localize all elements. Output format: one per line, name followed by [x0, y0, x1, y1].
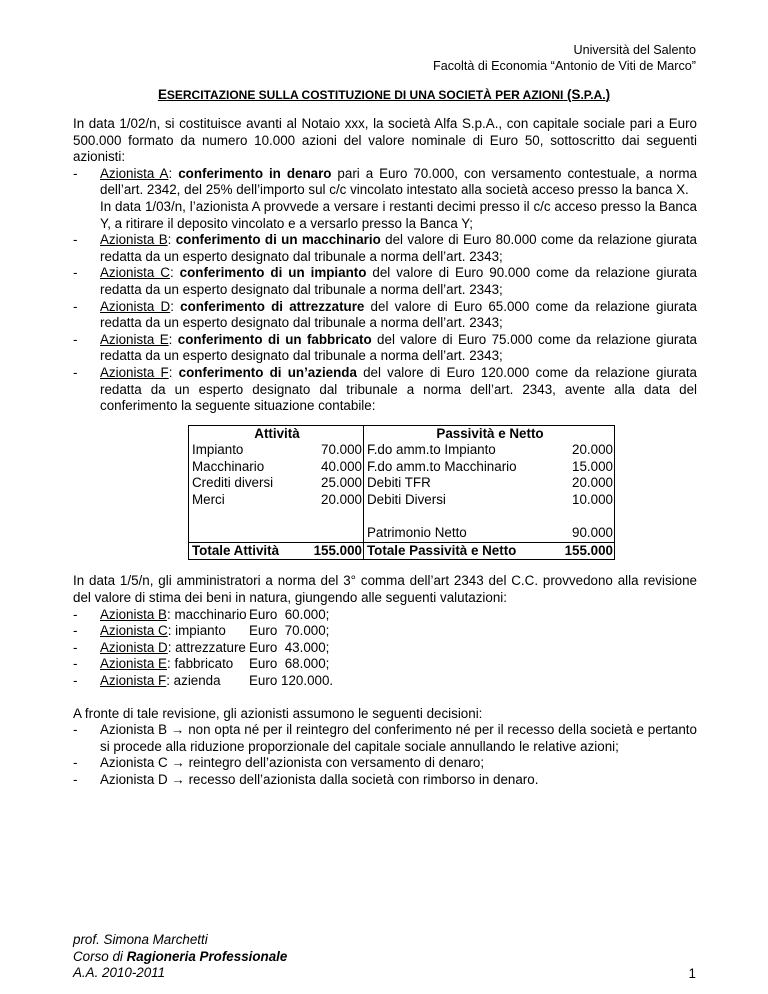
balance-row	[189, 459, 615, 476]
shareholder-name: Azionista A	[100, 165, 169, 181]
liability-value: 20.000	[550, 442, 615, 459]
shareholder-name: Azionista C	[100, 265, 170, 281]
valuation-label: Azionista C: impianto	[100, 623, 226, 639]
list-dash: -	[73, 331, 78, 347]
footer-course: Corso di Ragioneria Professionale	[73, 948, 288, 964]
asset-name: Macchinario	[189, 459, 298, 476]
decision-item	[73, 755, 697, 772]
decision-item	[73, 772, 697, 789]
valuation-label: Azionista D: attrezzature	[100, 639, 246, 655]
liability-value: 15.000	[550, 459, 615, 476]
shareholder-name: Azionista F	[100, 364, 169, 380]
shareholder-item: - Azionista C: conferimento di un impianto del valore di Euro 90.000 come da relazione giurata redatta da un esperto designato dal tribunale a norma dell’art. 2343;	[73, 265, 697, 297]
assets-header: Attività	[189, 425, 364, 442]
arrow-right-icon: →	[171, 755, 185, 771]
page-number: 1	[688, 966, 696, 981]
list-dash: -	[73, 623, 78, 639]
page-footer	[73, 932, 287, 982]
shareholder-item: - Azionista B: conferimento di un macchinario del valore di Euro 80.000 come da relazione giurata redatta da un esperto designato dal tribunale a norma dell’art. 2343;	[73, 232, 697, 264]
university-name: Università del Salento	[573, 43, 696, 57]
total-liabilities-value: 155.000	[550, 542, 615, 560]
intro-paragraph: In data 1/02/n, si costituisce avanti al Notaio xxx, la società Alfa S.p.A., con capitale sociale pari a Euro 500.000 formato da numero 10.000 azioni del valore nominale di Euro 50, sottoscritto dai seguenti azionisti:	[73, 116, 697, 165]
footer-year: A.A. 2010-2011	[73, 965, 166, 981]
footer-author: prof. Simona Marchetti	[73, 932, 208, 947]
decision-list	[73, 722, 697, 788]
total-assets-value: 155.000	[297, 542, 364, 560]
valuation-value: Euro 120.000.	[249, 673, 334, 688]
valuation-item	[73, 623, 697, 640]
contribution-type: conferimento di un impianto	[179, 265, 367, 281]
shareholder-item: - Azionista A: conferimento in denaro pari a Euro 70.000, con versamento contestuale, a norma dell’art. 2342, del 25% dell’importo sul c/c vincolato intestato alla società acceso presso la banca X.	[73, 165, 697, 198]
shareholder-item: - Azionista E: conferimento di un fabbricato del valore di Euro 75.000 come da relazione giurata redatta da un esperto designato dal tribunale a norma dell’art. 2343;	[73, 331, 697, 364]
page-header	[433, 42, 696, 74]
totals-row	[189, 542, 615, 560]
liability-value: 10.000	[550, 492, 615, 509]
shareholder-name: Azionista F	[100, 673, 167, 688]
valuation-value: Euro 60.000;	[249, 606, 330, 622]
valuation-label: Azionista B: macchinario	[100, 606, 247, 622]
liability-name: Debiti Diversi	[367, 492, 446, 508]
decision-text: reintegro dell’azionista con versamento di denaro;	[188, 755, 485, 771]
shareholder-name: Azionista C	[100, 623, 168, 639]
equity-label: Patrimonio Netto	[367, 525, 467, 541]
asset-name: Crediti diversi	[189, 475, 298, 492]
shareholder-name: Azionista E	[100, 656, 167, 672]
valuation-item	[73, 607, 697, 624]
document-title: ESERCITAZIONE SULLA COSTITUZIONE DI UNA SOCIETÀ PER AZIONI (S.P.A.)	[157, 87, 611, 102]
decision-shareholder: Azionista B	[100, 722, 168, 738]
contribution-type: conferimento di un macchinario	[175, 232, 381, 248]
list-dash: -	[73, 265, 78, 281]
list-dash: -	[73, 639, 78, 655]
shareholder-item: - Azionista D: conferimento di attrezzature del valore di Euro 65.000 come da relazione giurata redatta da un esperto designato dal tribunale a norma dell’art. 2343;	[73, 298, 697, 331]
valuation-list	[73, 607, 697, 690]
balance-row	[189, 475, 615, 492]
contribution-type: conferimento di attrezzature	[180, 298, 365, 314]
liability-name: F.do amm.to Impianto	[367, 442, 496, 458]
contribution-type: conferimento di un’azienda	[178, 364, 357, 380]
asset-name: Impianto	[189, 442, 298, 459]
list-dash: -	[73, 755, 78, 771]
valuation-value: Euro 43.000;	[249, 639, 330, 655]
liabilities-header: Passività e Netto	[364, 425, 615, 442]
shareholder-name: Azionista D	[100, 298, 171, 314]
list-dash: -	[73, 722, 78, 738]
decision-text: recesso dell’azionista dalla società con rimborso in denaro.	[188, 771, 539, 787]
arrow-right-icon: →	[171, 771, 185, 787]
list-dash: -	[73, 673, 78, 688]
valuation-value: Euro 68.000;	[249, 656, 330, 672]
total-liabilities-label: Totale Passività e Netto	[364, 542, 551, 560]
contribution-type: conferimento di un fabbricato	[177, 331, 372, 347]
asset-value: 25.000	[297, 475, 364, 492]
list-dash: -	[73, 232, 78, 248]
balance-header-row	[189, 425, 615, 442]
arrow-right-icon: →	[170, 722, 185, 738]
list-dash: -	[73, 606, 78, 622]
asset-value: 40.000	[297, 459, 364, 476]
asset-name: Merci	[189, 492, 298, 509]
decision-item	[73, 722, 697, 755]
shareholder-name: Azionista D	[100, 639, 168, 655]
decision-shareholder: Azionista C	[100, 755, 168, 771]
equity-row	[189, 525, 615, 542]
footer-course-name: Ragioneria Professionale	[126, 948, 288, 964]
list-dash: -	[73, 771, 78, 787]
shareholder-name: Azionista B	[100, 606, 167, 622]
equity-value: 90.000	[550, 525, 615, 542]
balance-row	[189, 442, 615, 459]
balance-row	[189, 492, 615, 509]
asset-value: 70.000	[297, 442, 364, 459]
shareholder-name: Azionista E	[100, 331, 169, 347]
shareholder-list	[73, 166, 697, 415]
valuation-item	[73, 656, 697, 673]
valuation-value: Euro 70.000;	[249, 623, 330, 639]
document-body	[73, 116, 697, 789]
shareholder-name: Azionista B	[100, 232, 168, 248]
valuation-label: Azionista F: azienda	[100, 673, 221, 688]
shareholder-note: In data 1/03/n, l’azionista A provvede a versare i restanti decimi presso il c/c acceso presso la Banca Y, a ritirare il deposito vincolato e a versarlo presso la Banca Y;	[100, 198, 697, 231]
list-dash: -	[73, 298, 78, 314]
valuation-item	[73, 673, 697, 690]
valuation-label: Azionista E: fabbricato	[100, 656, 234, 672]
decision-text: non opta né per il reintegro del conferimento né per il recesso della società e pertanto si procede alla riduzione proporzionale del capitale sociale annullando le relative azioni;	[100, 722, 697, 754]
faculty-name: Facoltà di Economia “Antonio de Viti de Marco”	[433, 59, 696, 73]
liability-value: 20.000	[550, 475, 615, 492]
total-assets-label: Totale Attività	[189, 542, 298, 560]
decisions-intro: A fronte di tale revisione, gli azionisti assumono le seguenti decisioni:	[73, 705, 483, 721]
list-dash: -	[73, 165, 78, 181]
balance-spacer-row	[189, 509, 615, 526]
liability-name: Debiti TFR	[367, 475, 431, 491]
valuation-item	[73, 640, 697, 657]
list-dash: -	[73, 364, 78, 380]
asset-value: 20.000	[297, 492, 364, 509]
revision-paragraph: In data 1/5/n, gli amministratori a norma del 3° comma dell’art 2343 del C.C. provvedono alla revisione del valore di stima dei beni in natura, giungendo alle seguenti valutazioni:	[73, 573, 697, 606]
shareholder-item: - Azionista F: conferimento di un’azienda del valore di Euro 120.000 come da relazione giurata redatta da un esperto designato dal tribunale a norma dell’art. 2343, avente alla data del conferimento la seguente situazione contabile:	[73, 364, 697, 414]
liability-name: F.do amm.to Macchinario	[367, 458, 517, 474]
list-dash: -	[73, 656, 78, 672]
balance-rows	[189, 442, 615, 508]
contribution-type: conferimento in denaro	[178, 165, 332, 181]
balance-sheet-table	[188, 425, 615, 561]
decision-shareholder: Azionista D	[100, 771, 168, 787]
